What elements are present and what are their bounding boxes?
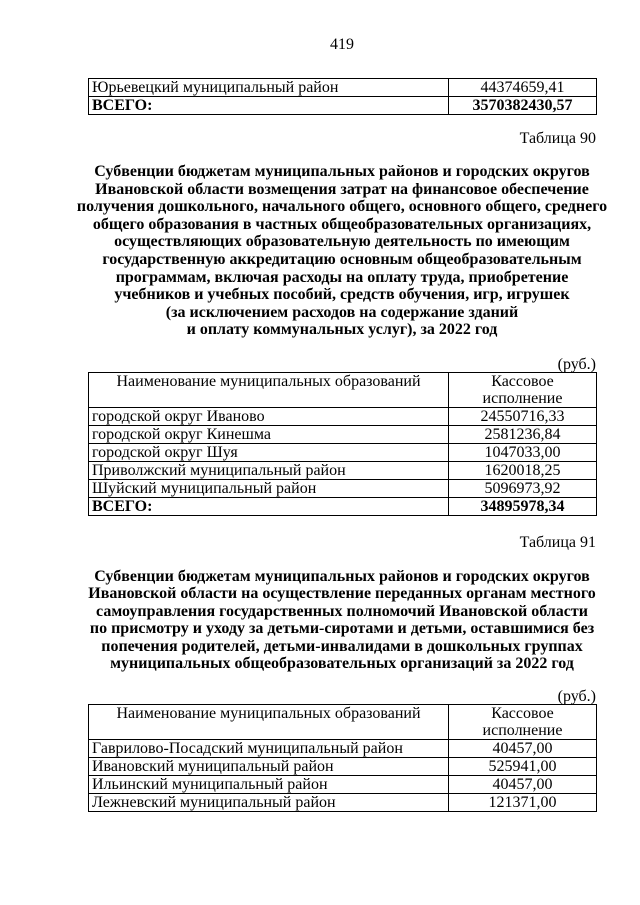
table-row xyxy=(89,426,597,444)
header-amount xyxy=(449,705,597,740)
table-row xyxy=(89,480,597,498)
header-amount-text: Кассовое исполнение xyxy=(482,373,563,407)
title-line: Субвенции бюджетам муниципальных районов и городских округов xyxy=(94,163,590,180)
table-90-title xyxy=(60,163,624,339)
table-row xyxy=(89,758,597,776)
table-90-grid xyxy=(88,372,597,516)
table-91 xyxy=(88,704,596,812)
title-line: и оплату коммунальных услуг), за 2022 год xyxy=(186,321,498,339)
table-90 xyxy=(88,372,596,516)
table-row xyxy=(89,408,597,426)
title-line: Ивановской области на осуществление переданных органам местного xyxy=(88,585,596,603)
table-row xyxy=(89,776,597,794)
table-header xyxy=(89,373,597,408)
table-91-grid xyxy=(88,704,597,812)
table-row xyxy=(89,740,597,758)
table-row xyxy=(89,444,597,462)
header-name: Наименование муниципальных образований xyxy=(89,705,449,740)
table-row xyxy=(89,79,597,97)
total-row xyxy=(89,97,597,115)
table-90-label: Таблица 90 xyxy=(519,130,596,147)
title-line: получения дошкольного, начального общего, основного общего, среднего xyxy=(76,198,608,216)
title-line: попечения родителей, детьми-инвалидами в дошкольных группах xyxy=(101,637,583,655)
table-row xyxy=(89,462,597,480)
table-cell-name: Ильинский муниципальный район xyxy=(89,776,449,794)
table-cell-amount: 5096973,92 xyxy=(449,480,597,498)
table-91-unit-label: (руб.) xyxy=(557,688,596,705)
continued-table xyxy=(88,78,596,115)
table-cell-name: Ивановский муниципальный район xyxy=(89,758,449,776)
title-line: муниципальных общеобразовательных организаций за 2022 год xyxy=(110,655,574,673)
table-cell-amount: 525941,00 xyxy=(449,758,597,776)
table-cell-name: Лежневский муниципальный район xyxy=(89,794,449,812)
table-cell-name: городской округ Иваново xyxy=(89,408,449,426)
table-cell-name: городской округ Кинешма xyxy=(89,426,449,444)
total-label: ВСЕГО: xyxy=(89,97,449,115)
table-cell-amount: 24550716,33 xyxy=(449,408,597,426)
title-line: программам, включая расходы на оплату труда, приобретение xyxy=(115,268,569,286)
table-cell-amount: 44374659,41 xyxy=(449,79,597,97)
title-line: самоуправления государственных полномочий Ивановской области xyxy=(96,602,588,620)
header-amount-text: Кассовое исполнение xyxy=(482,705,563,739)
total-label: ВСЕГО: xyxy=(89,498,449,516)
title-line: Ивановской области возмещения затрат на финансовое обеспечение xyxy=(95,180,589,198)
table-header xyxy=(89,705,597,740)
table-cell-name: Приволжский муниципальный район xyxy=(89,462,449,480)
title-line: осуществляющих образовательную деятельность по имеющим xyxy=(114,233,570,251)
table-90-unit-label: (руб.) xyxy=(557,356,596,373)
page-number: 419 xyxy=(330,36,354,53)
table-cell-amount: 40457,00 xyxy=(449,740,597,758)
table-cell-amount: 1620018,25 xyxy=(449,462,597,480)
title-line: (за исключением расходов на содержание зданий xyxy=(165,303,519,321)
title-line: учебников и учебных пособий, средств обучения, игр, игрушек xyxy=(114,286,570,304)
title-line: Субвенции бюджетам муниципальных районов и городских округов xyxy=(94,568,590,585)
title-line: общего образования в частных общеобразовательных организациях, xyxy=(92,215,592,233)
total-amount: 3570382430,57 xyxy=(449,97,597,115)
table-91-title xyxy=(60,568,624,672)
total-amount: 34895978,34 xyxy=(449,498,597,516)
table-cell-amount: 40457,00 xyxy=(449,776,597,794)
table-row xyxy=(89,794,597,812)
table-cell-amount: 2581236,84 xyxy=(449,426,597,444)
table-cell-amount: 1047033,00 xyxy=(449,444,597,462)
table-cell-amount: 121371,00 xyxy=(449,794,597,812)
table-cell-name: городской округ Шуя xyxy=(89,444,449,462)
header-name: Наименование муниципальных образований xyxy=(89,373,449,408)
table-cell-name: Шуйский муниципальный район xyxy=(89,480,449,498)
continued-table-grid xyxy=(88,78,597,115)
table-cell-name: Гаврилово-Посадский муниципальный район xyxy=(89,740,449,758)
title-line: государственную аккредитацию основным общеобразовательным xyxy=(102,250,582,268)
total-row xyxy=(89,498,597,516)
table-cell-name: Юрьевецкий муниципальный район xyxy=(89,79,449,97)
title-line: по присмотру и уходу за детьми-сиротами и детьми, оставшимися без xyxy=(89,620,595,638)
table-91-label: Таблица 91 xyxy=(519,534,596,551)
header-amount xyxy=(449,373,597,408)
